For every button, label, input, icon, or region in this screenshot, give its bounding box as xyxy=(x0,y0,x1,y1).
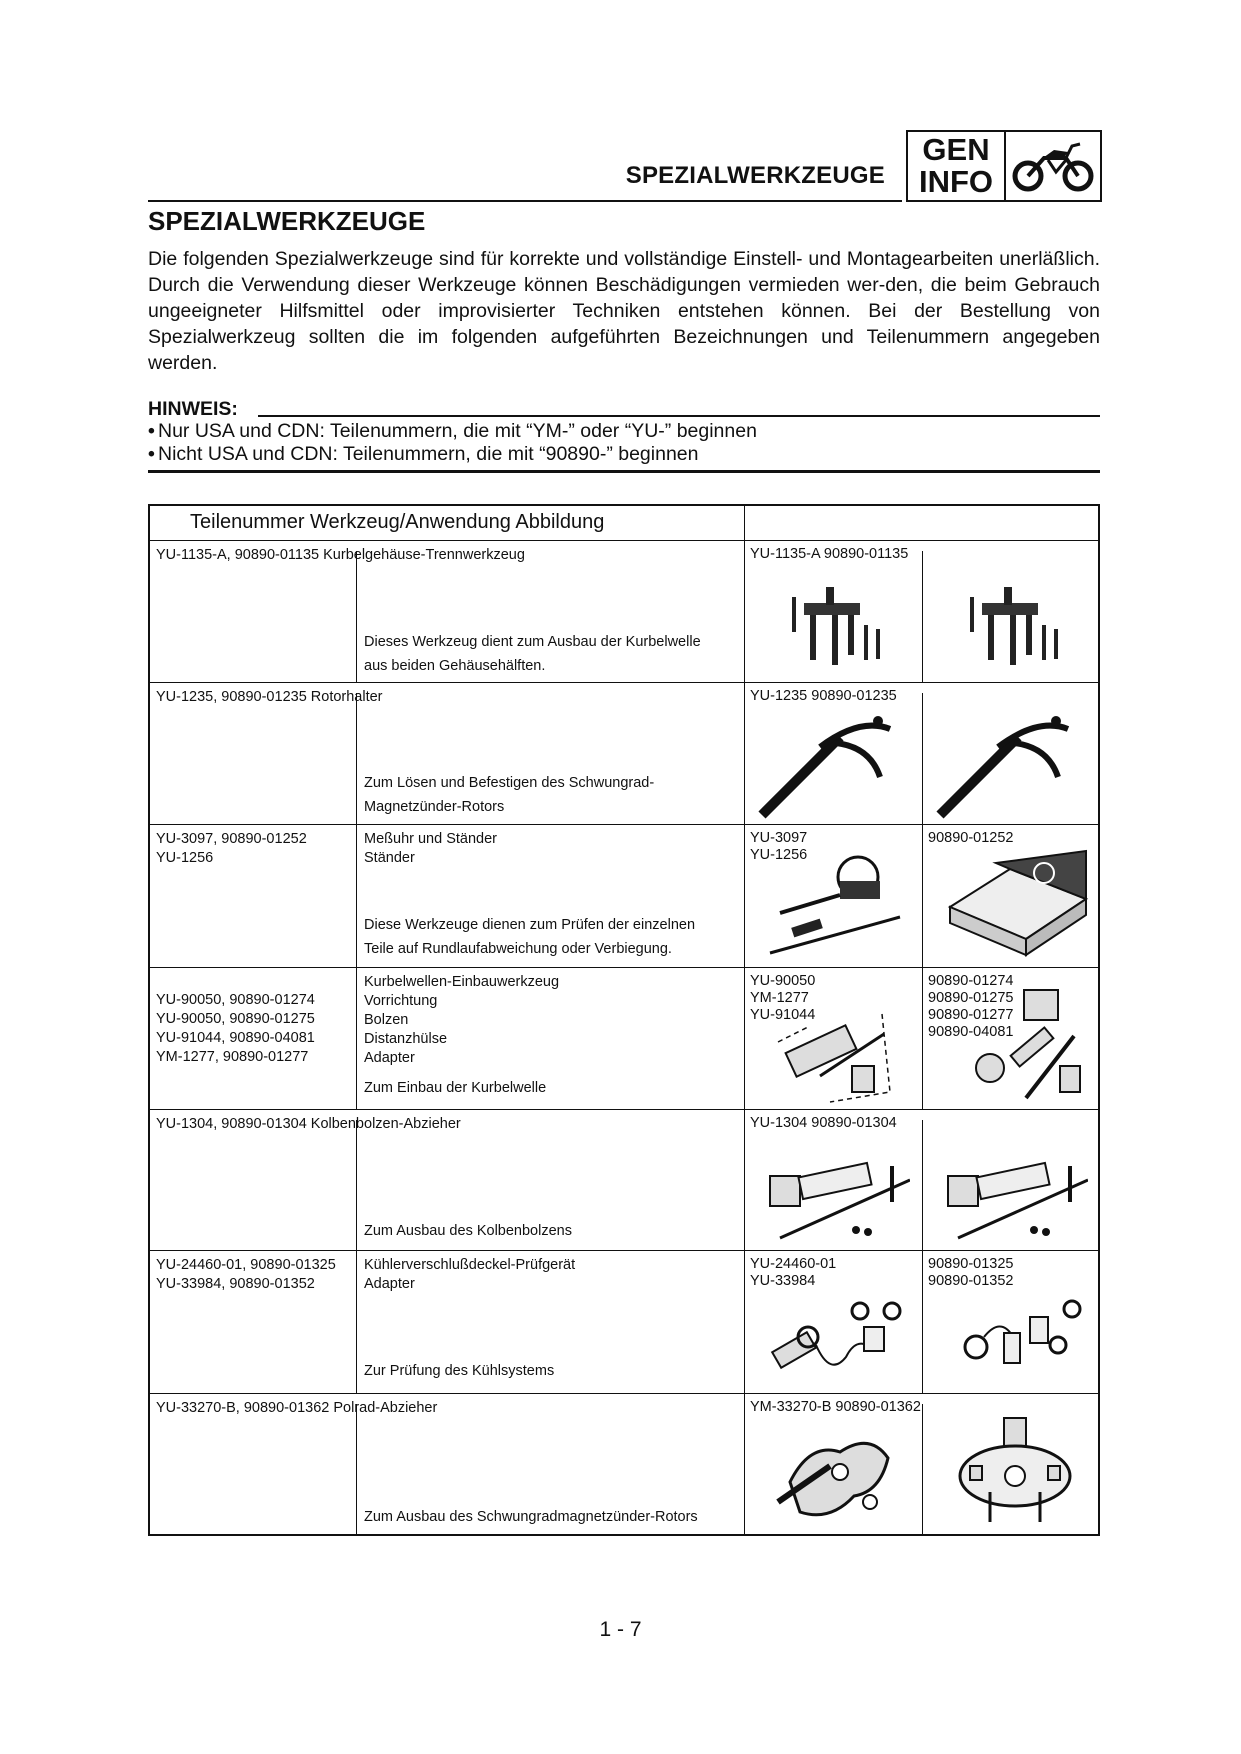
hinweis-rule xyxy=(258,415,1100,417)
crankshaft-installer-illustration xyxy=(950,986,1090,1104)
page-title: SPEZIALWERKZEUGE xyxy=(148,206,426,236)
hinweis-list xyxy=(148,420,757,466)
figure-part-number: YU-24460-01 YU-33984 xyxy=(750,1256,837,1289)
motorcycle-icon xyxy=(1006,132,1100,200)
flywheel-puller-illustration xyxy=(950,1412,1080,1530)
table-header-text: Teilenummer Werkzeug/Anwendung Abbildung xyxy=(190,511,605,533)
gen-info-label xyxy=(908,132,1006,200)
table-row xyxy=(150,541,1098,683)
table-row xyxy=(150,968,1098,1110)
piston-pin-puller-illustration xyxy=(760,1146,910,1246)
hinweis-item-text: Nicht USA und CDN: Teilenummern, die mit “90890-” beginnen xyxy=(158,443,699,465)
figure-part-number: YU-3097 YU-1256 xyxy=(750,830,808,863)
part-number: YU-1135-A, 90890-01135 Kurbelgehäuse-Trennwerkzeug xyxy=(156,547,525,563)
figure-part-number: YU-90050 YM-1277 YU-91044 xyxy=(750,973,816,1023)
special-tools-table xyxy=(148,504,1100,1536)
crankshaft-installer-illustration xyxy=(770,1002,900,1106)
tool-name: Meßuhr und Ständer Ständer xyxy=(364,831,497,866)
part-number: YU-1235, 90890-01235 Rotorhalter xyxy=(156,689,383,705)
rotor-holder-illustration xyxy=(750,707,900,822)
tool-name: Kurbelwellen-Einbauwerkzeug Vorrichtung Bolzen Distanzhülse Adapter xyxy=(364,974,560,1066)
table-row xyxy=(150,1394,1098,1534)
bullet-icon: • xyxy=(148,443,155,465)
badge-line-gen: GEN xyxy=(922,132,990,167)
gen-info-badge xyxy=(906,130,1102,202)
figure-part-number: YU-1135-A 90890-01135 xyxy=(750,546,909,562)
dial-gauge-case-illustration xyxy=(940,843,1090,961)
figure-part-number-alt: 90890-01252 xyxy=(928,830,1014,846)
tool-description: Diese Werkzeuge dienen zum Prüfen der einzelnen Teile auf Rundlaufabweichung oder Verbiegung. xyxy=(364,917,696,957)
flywheel-puller-illustration xyxy=(770,1422,900,1530)
part-number: YU-90050, 90890-01274 YU-90050, 90890-01275 YU-91044, 90890-04081 YM-1277, 90890-01277 xyxy=(156,992,315,1065)
tool-description: Zum Ausbau des Kolbenbolzens xyxy=(364,1223,572,1239)
table-header-divider xyxy=(744,506,745,540)
table-row xyxy=(150,825,1098,968)
bullet-icon: • xyxy=(148,420,155,442)
dial-gauge-illustration xyxy=(760,837,910,961)
figure-part-number: YU-1235 90890-01235 xyxy=(750,688,897,704)
tool-description: Zum Lösen und Befestigen des Schwungrad- Magnetzünder-Rotors xyxy=(364,775,655,815)
tool-description: Zum Ausbau des Schwungradmagnetzünder-Rotors xyxy=(364,1509,698,1525)
rotor-holder-illustration xyxy=(928,707,1078,822)
table-row xyxy=(150,1251,1098,1394)
tool-description: Dieses Werkzeug dient zum Ausbau der Kurbelwelle aus beiden Gehäusehälften. xyxy=(364,634,701,674)
crankcase-separator-illustration xyxy=(780,581,890,676)
figure-part-number: YM-33270-B 90890-01362 xyxy=(750,1399,921,1415)
part-number: YU-33270-B, 90890-01362 Polrad-Abzieher xyxy=(156,1400,438,1416)
crankcase-separator-illustration xyxy=(958,581,1068,676)
hinweis-label: HINWEIS: xyxy=(148,398,238,420)
figure-part-number: YU-1304 90890-01304 xyxy=(750,1115,897,1131)
table-header xyxy=(150,506,1098,541)
table-row xyxy=(150,1110,1098,1251)
hinweis-item xyxy=(148,420,757,443)
badge-line-info: INFO xyxy=(918,164,994,199)
tool-description: Zum Einbau der Kurbelwelle xyxy=(364,1080,547,1096)
part-number: YU-3097, 90890-01252 YU-1256 xyxy=(156,831,307,866)
part-number: YU-1304, 90890-01304 Kolbenbolzen-Abzieher xyxy=(156,1116,461,1132)
table-row xyxy=(150,683,1098,825)
header-section-title: SPEZIALWERKZEUGE xyxy=(625,162,885,189)
radiator-cap-tester-illustration xyxy=(940,1297,1090,1389)
hinweis-item-text: Nur USA und CDN: Teilenummern, die mit “YM-” oder “YU-” beginnen xyxy=(158,420,757,442)
header-rule xyxy=(148,200,902,202)
radiator-cap-tester-illustration xyxy=(760,1297,910,1389)
intro-paragraph: Die folgenden Spezialwerkzeuge sind für korrekte und vollständige Einstell- und Montagearbeiten unerläßlich. Durch die Verwendung dieser Werkzeuge können Beschädigungen vermieden wer-den, die beim Gebrauch ungeeigneter Hilfsmittel oder improvisierter Techniken entstehen können. Bei der Bestellung von Spezialwerkzeug sollten die im folgenden aufgeführten Bezeichnungen und Teilenummern angegeben werden. xyxy=(148,248,1100,374)
part-number: YU-24460-01, 90890-01325 YU-33984, 90890-01352 xyxy=(156,1257,336,1292)
tool-description: Zur Prüfung des Kühlsystems xyxy=(364,1363,555,1379)
hinweis-bottom-rule xyxy=(148,470,1100,473)
page-number: 1 - 7 xyxy=(599,1618,642,1641)
hinweis-item xyxy=(148,443,757,466)
figure-part-number-alt: 90890-01325 90890-01352 xyxy=(928,1256,1014,1289)
figure-part-number-alt: 90890-01274 90890-01275 90890-01277 90890-04081 xyxy=(928,973,1014,1040)
tool-name: Kühlerverschlußdeckel-Prüfgerät Adapter xyxy=(364,1257,576,1292)
piston-pin-puller-illustration xyxy=(938,1146,1088,1246)
